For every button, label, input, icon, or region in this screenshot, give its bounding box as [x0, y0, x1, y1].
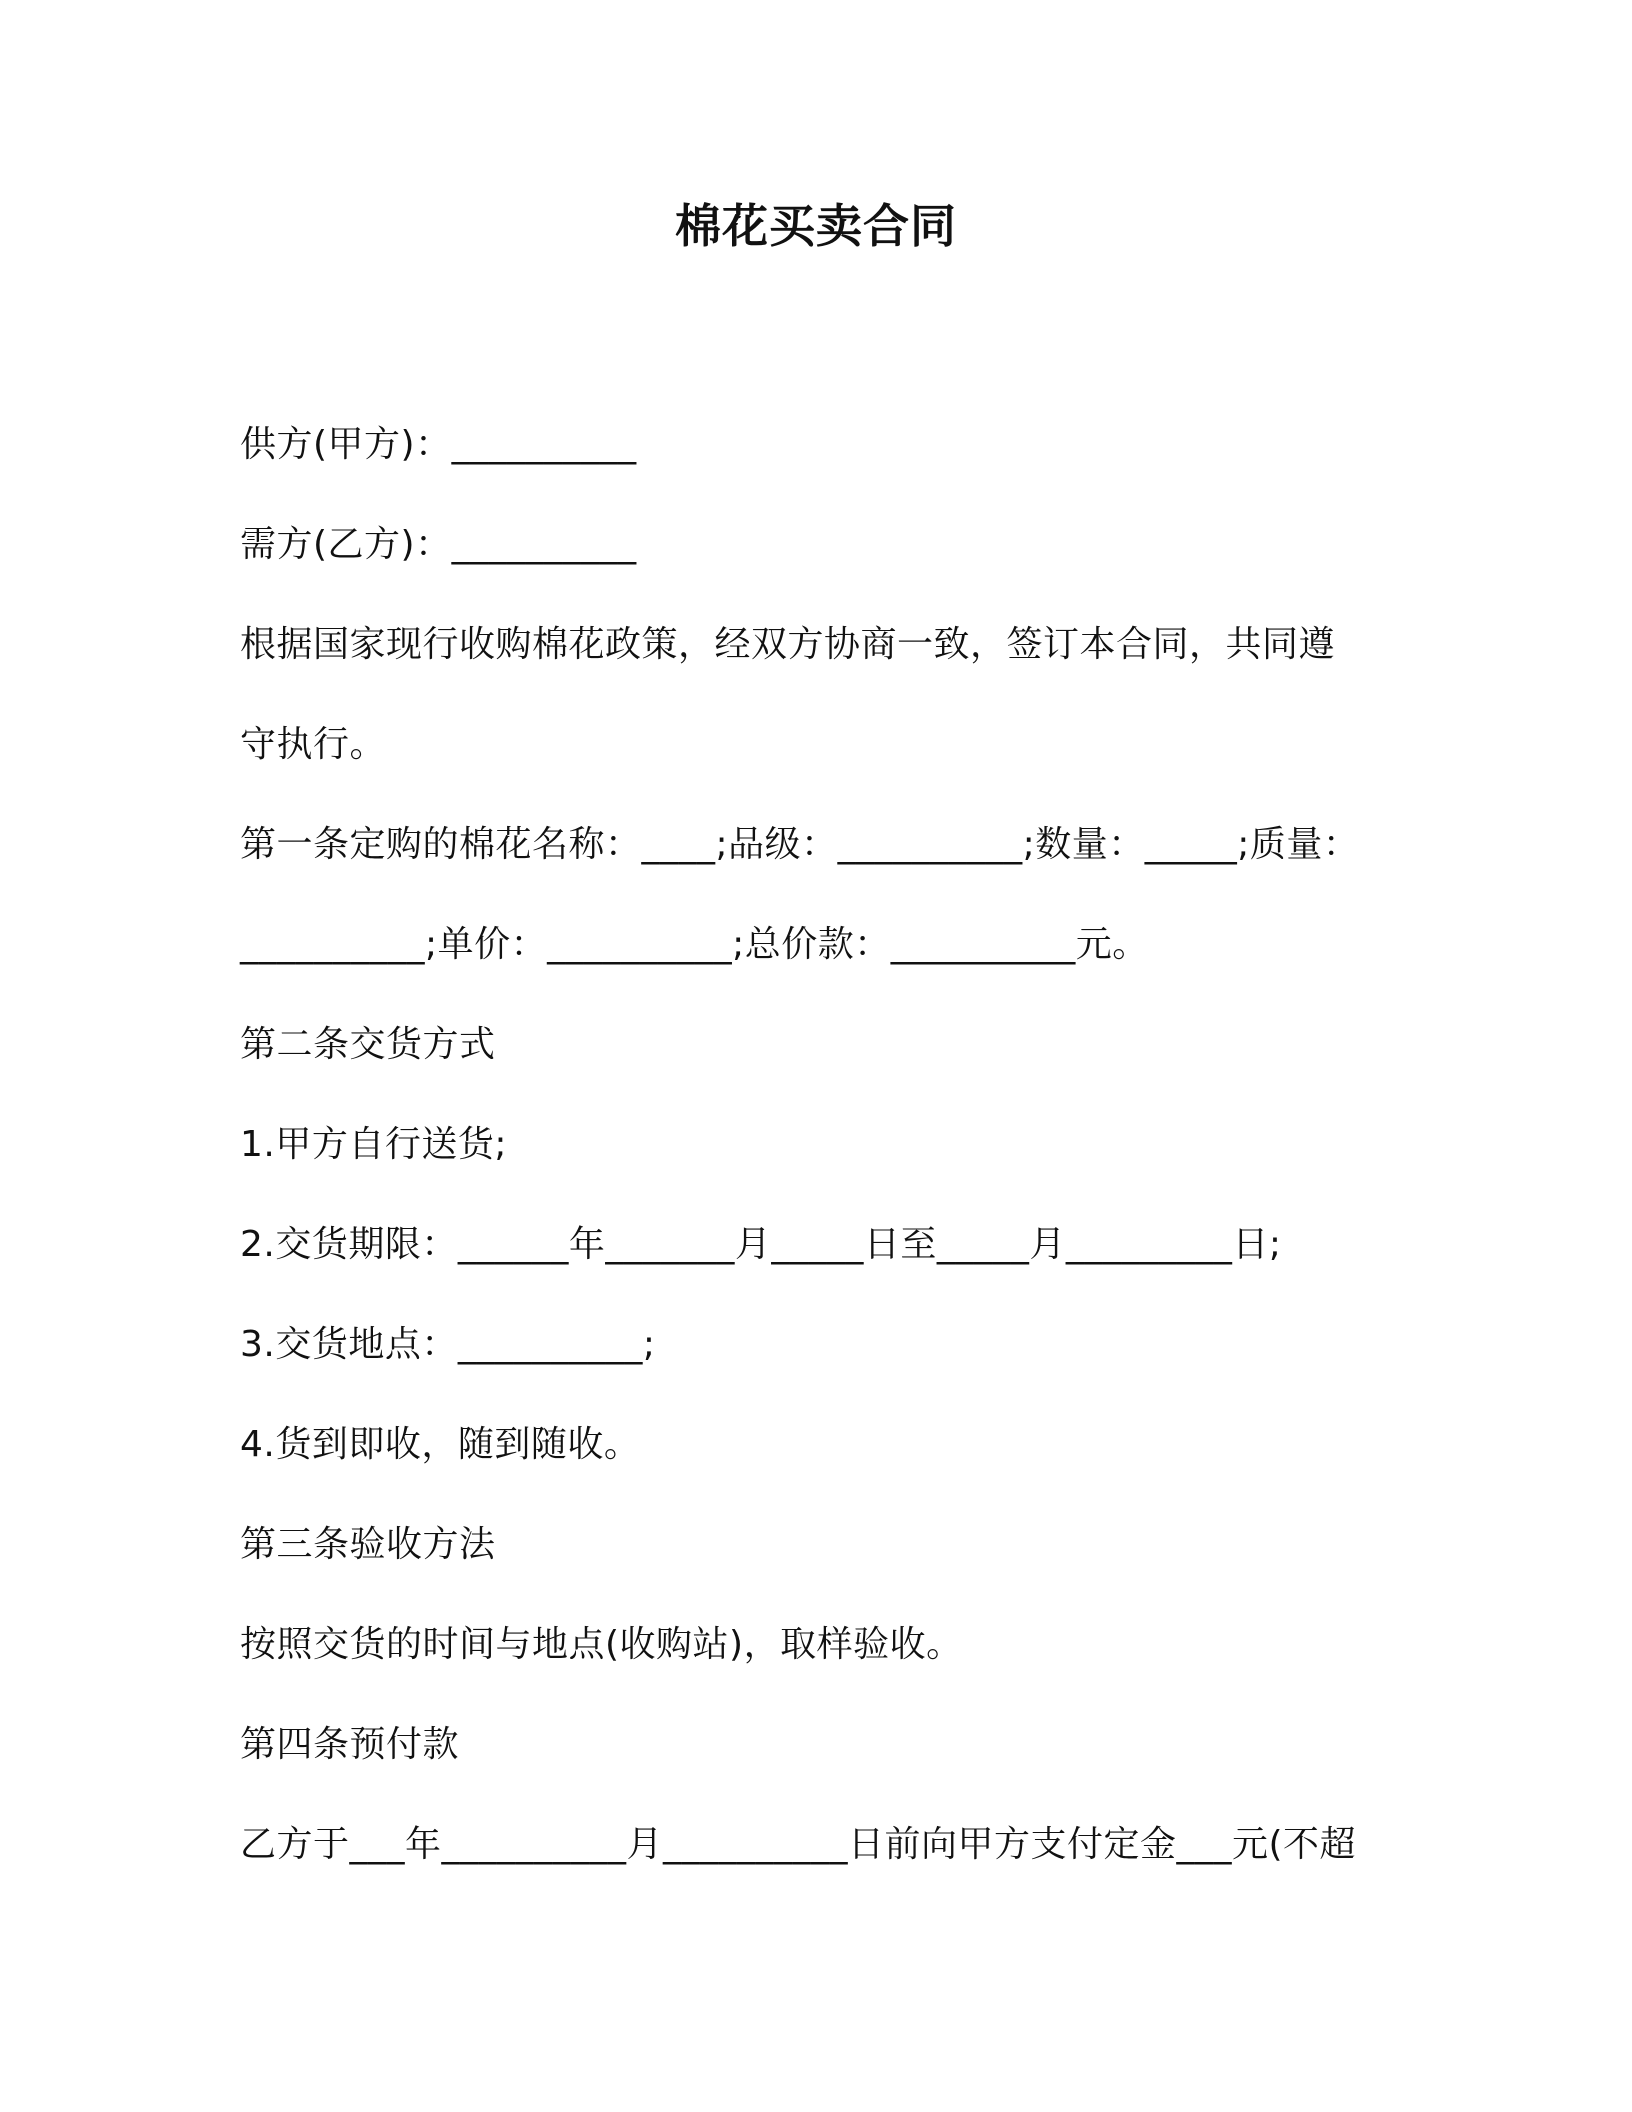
article-1-line-2: __________;单价：__________;总价款：__________元。 — [240, 924, 1149, 965]
article-3-heading: 第三条验收方法 — [240, 1524, 496, 1565]
article-3-body: 按照交货的时间与地点(收购站)，取样验收。 — [240, 1624, 963, 1665]
article-2-item-4: 4.货到即收，随到随收。 — [240, 1424, 641, 1465]
article-2-item-3: 3.交货地点：__________; — [240, 1324, 656, 1365]
article-1-line-1: 第一条定购的棉花名称：____;品级：__________;数量：_____;质量： — [240, 824, 1360, 865]
article-2-item-2: 2.交货期限：______年_______月_____日至_____月_________日; — [240, 1224, 1282, 1265]
article-2-item-1: 1.甲方自行送货; — [240, 1124, 507, 1165]
article-2-heading: 第二条交货方式 — [240, 1024, 496, 1065]
preamble-line-1: 根据国家现行收购棉花政策，经双方协商一致，签订本合同，共同遵 — [240, 624, 1336, 665]
buyer-line: 需方(乙方)：__________ — [240, 524, 637, 565]
preamble-line-2: 守执行。 — [240, 724, 387, 765]
article-4-heading: 第四条预付款 — [240, 1724, 460, 1765]
supplier-line: 供方(甲方)：__________ — [240, 424, 637, 465]
document-title: 棉花买卖合同 — [675, 199, 957, 253]
article-4-body: 乙方于___年__________月__________日前向甲方支付定金___元(不超 — [240, 1824, 1357, 1865]
